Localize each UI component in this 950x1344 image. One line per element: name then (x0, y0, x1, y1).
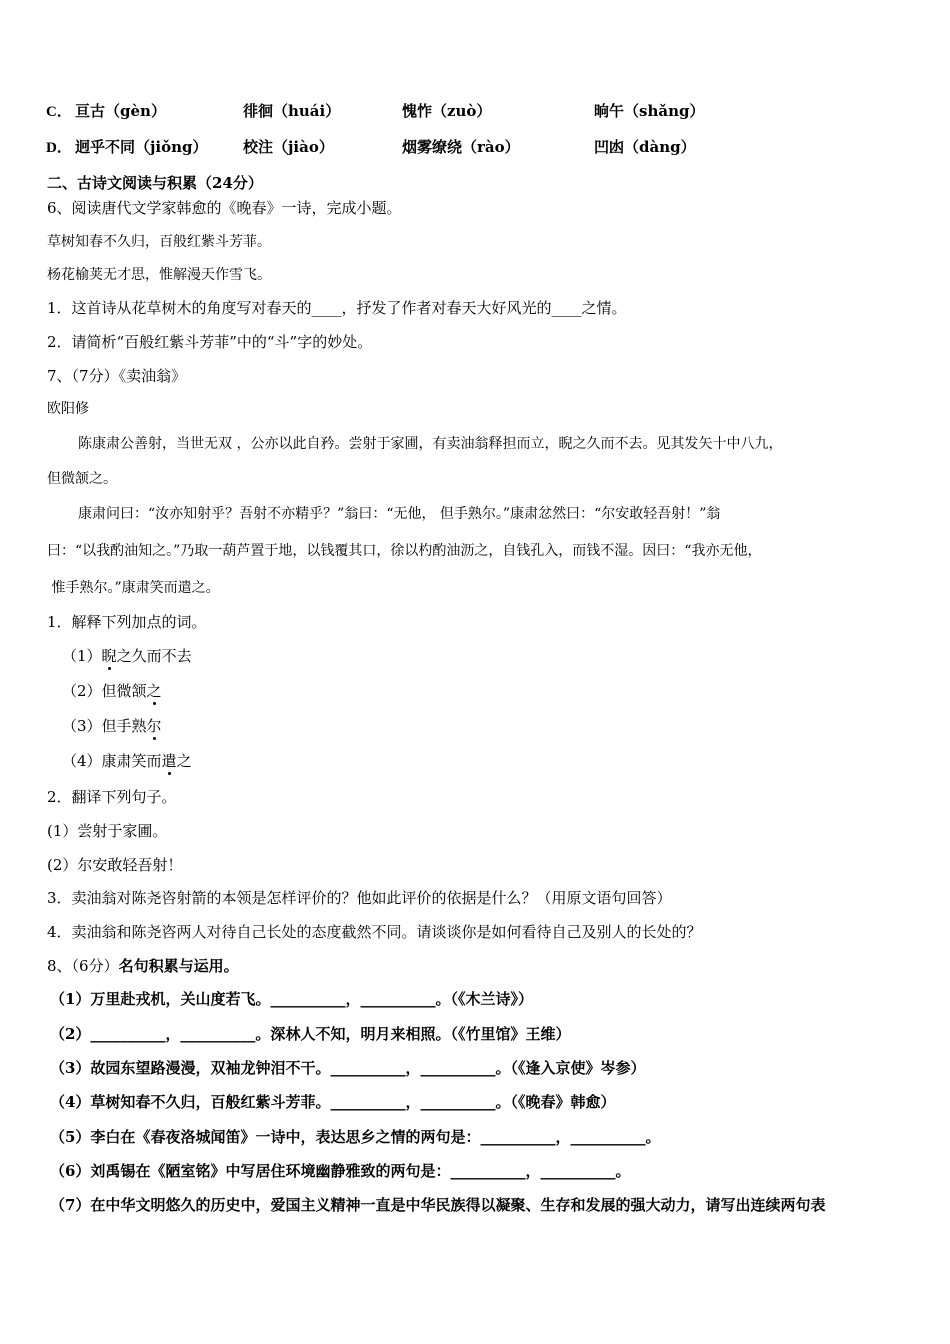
q7-translate-item: (2）尔安敢轻吾射！ (47, 856, 183, 874)
q7-passage-line: 康肃问曰：“汝亦知射乎？吾射不亦精乎？”翁曰：“无他， 但手熟尔。”康肃忿然曰：“尔安敢轻吾射！”翁 (78, 506, 721, 522)
dotted-word: 睨 (101, 647, 117, 665)
q7-passage-line: 惟手熟尔。”康肃笑而遣之。 (47, 580, 220, 596)
q7-translate-item: (1）尝射于家圃。 (47, 822, 168, 840)
q8-item: （3）故园东望路漫漫，双袖龙钟泪不干。__________，__________。（《逢入京使》岑参） (50, 1059, 646, 1077)
q7-author: 欧阳修 (47, 401, 89, 417)
q8-item: （7）在中华文明悠久的历史中，爱国主义精神一直是中华民族得以凝聚、生存和发展的强大动力，请写出连续两句表 (50, 1196, 826, 1214)
dotted-word: 尔 (146, 717, 162, 735)
q6-sub2: 2．请简析“百般红紫斗芳菲”中的“斗”字的妙处。 (47, 333, 373, 351)
section-title: 二、古诗文阅读与积累（24分） (47, 174, 263, 192)
option-c-item: 徘徊（huái） (243, 102, 341, 120)
q7-stem: 7、（7分）《卖油翁》 (47, 367, 187, 385)
q6-stem: 6、阅读唐代文学家韩愈的《晚春》一诗，完成小题。 (47, 199, 402, 217)
q8-item: （5）李白在《春夜洛城闻笛》一诗中，表达思乡之情的两句是：__________，__________。 (50, 1128, 661, 1146)
q7-passage-line: 曰：“以我酌油知之。”乃取一葫芦置于地，以钱覆其口，徐以杓酌油沥之，自钱孔入，而钱不湿。因曰：“我亦无他， (47, 543, 762, 559)
q7-word-item: （3）但手熟尔 (62, 717, 162, 735)
option-c-label: C． (46, 104, 72, 120)
q7-word-item: （4）康肃笑而遣之 (62, 752, 192, 770)
q8-item: （4）草树知春不久归，百般红紫斗芳菲。__________，__________。（《晚春》韩愈） (50, 1093, 616, 1111)
q8-item: （2）__________，__________。深林人不知，明月来相照。（《竹里馆》王维） (50, 1025, 571, 1043)
q7-sub3: 3．卖油翁对陈尧咨射箭的本领是怎样评价的？他如此评价的依据是什么？（用原文语句回答） (47, 889, 672, 907)
q7-word-item: （2）但微颔之 (62, 682, 162, 700)
q7-sub2: 2．翻译下列句子。 (47, 788, 177, 806)
q7-sub4: 4．卖油翁和陈尧咨两人对待自己长处的态度截然不同。请谈谈你是如何看待自己及别人的长处的？ (47, 923, 702, 941)
q7-passage-line: 但微颔之。 (47, 471, 117, 487)
option-d-item: 烟雾缭绕（rào） (402, 138, 520, 156)
q8-item: （6）刘禹锡在《陋室铭》中写居住环境幽静雅致的两句是：__________，__________。 (50, 1162, 631, 1180)
option-d-item: 迥乎不同（jiǒng） (75, 138, 208, 156)
dotted-word: 之 (146, 682, 162, 700)
q7-word-item: （1）睨之久而不去 (62, 647, 192, 665)
option-d-item: 凹凼（dàng） (594, 138, 696, 156)
q6-poem-line: 杨花榆荚无才思，惟解漫天作雪飞。 (47, 267, 271, 283)
q7-sub1: 1．解释下列加点的词。 (47, 613, 207, 631)
q8-stem: 8、（6分）名句积累与运用。 (47, 957, 239, 975)
q7-passage-line: 陈康肃公善射，当世无双 ，公亦以此自矜。尝射于家圃，有卖油翁释担而立，睨之久而不去。见其发矢十中八九， (78, 436, 783, 452)
q6-poem-line: 草树知春不久归，百般红紫斗芳菲。 (47, 234, 271, 250)
option-d-label: D． (46, 140, 72, 156)
q6-sub1: 1．这首诗从花草树木的角度写对春天的____，抒发了作者对春天大好风光的____之情。 (47, 299, 627, 317)
option-d-item: 校注（jiào） (243, 138, 334, 156)
option-c-item: 亘古（gèn） (75, 102, 166, 120)
dotted-word: 遣 (161, 752, 177, 770)
option-c-item: 晌午（shǎng） (594, 102, 705, 120)
q8-item: （1）万里赴戎机，关山度若飞。__________，__________。（《木兰诗》） (50, 990, 533, 1008)
option-c-item: 愧怍（zuò） (402, 102, 492, 120)
